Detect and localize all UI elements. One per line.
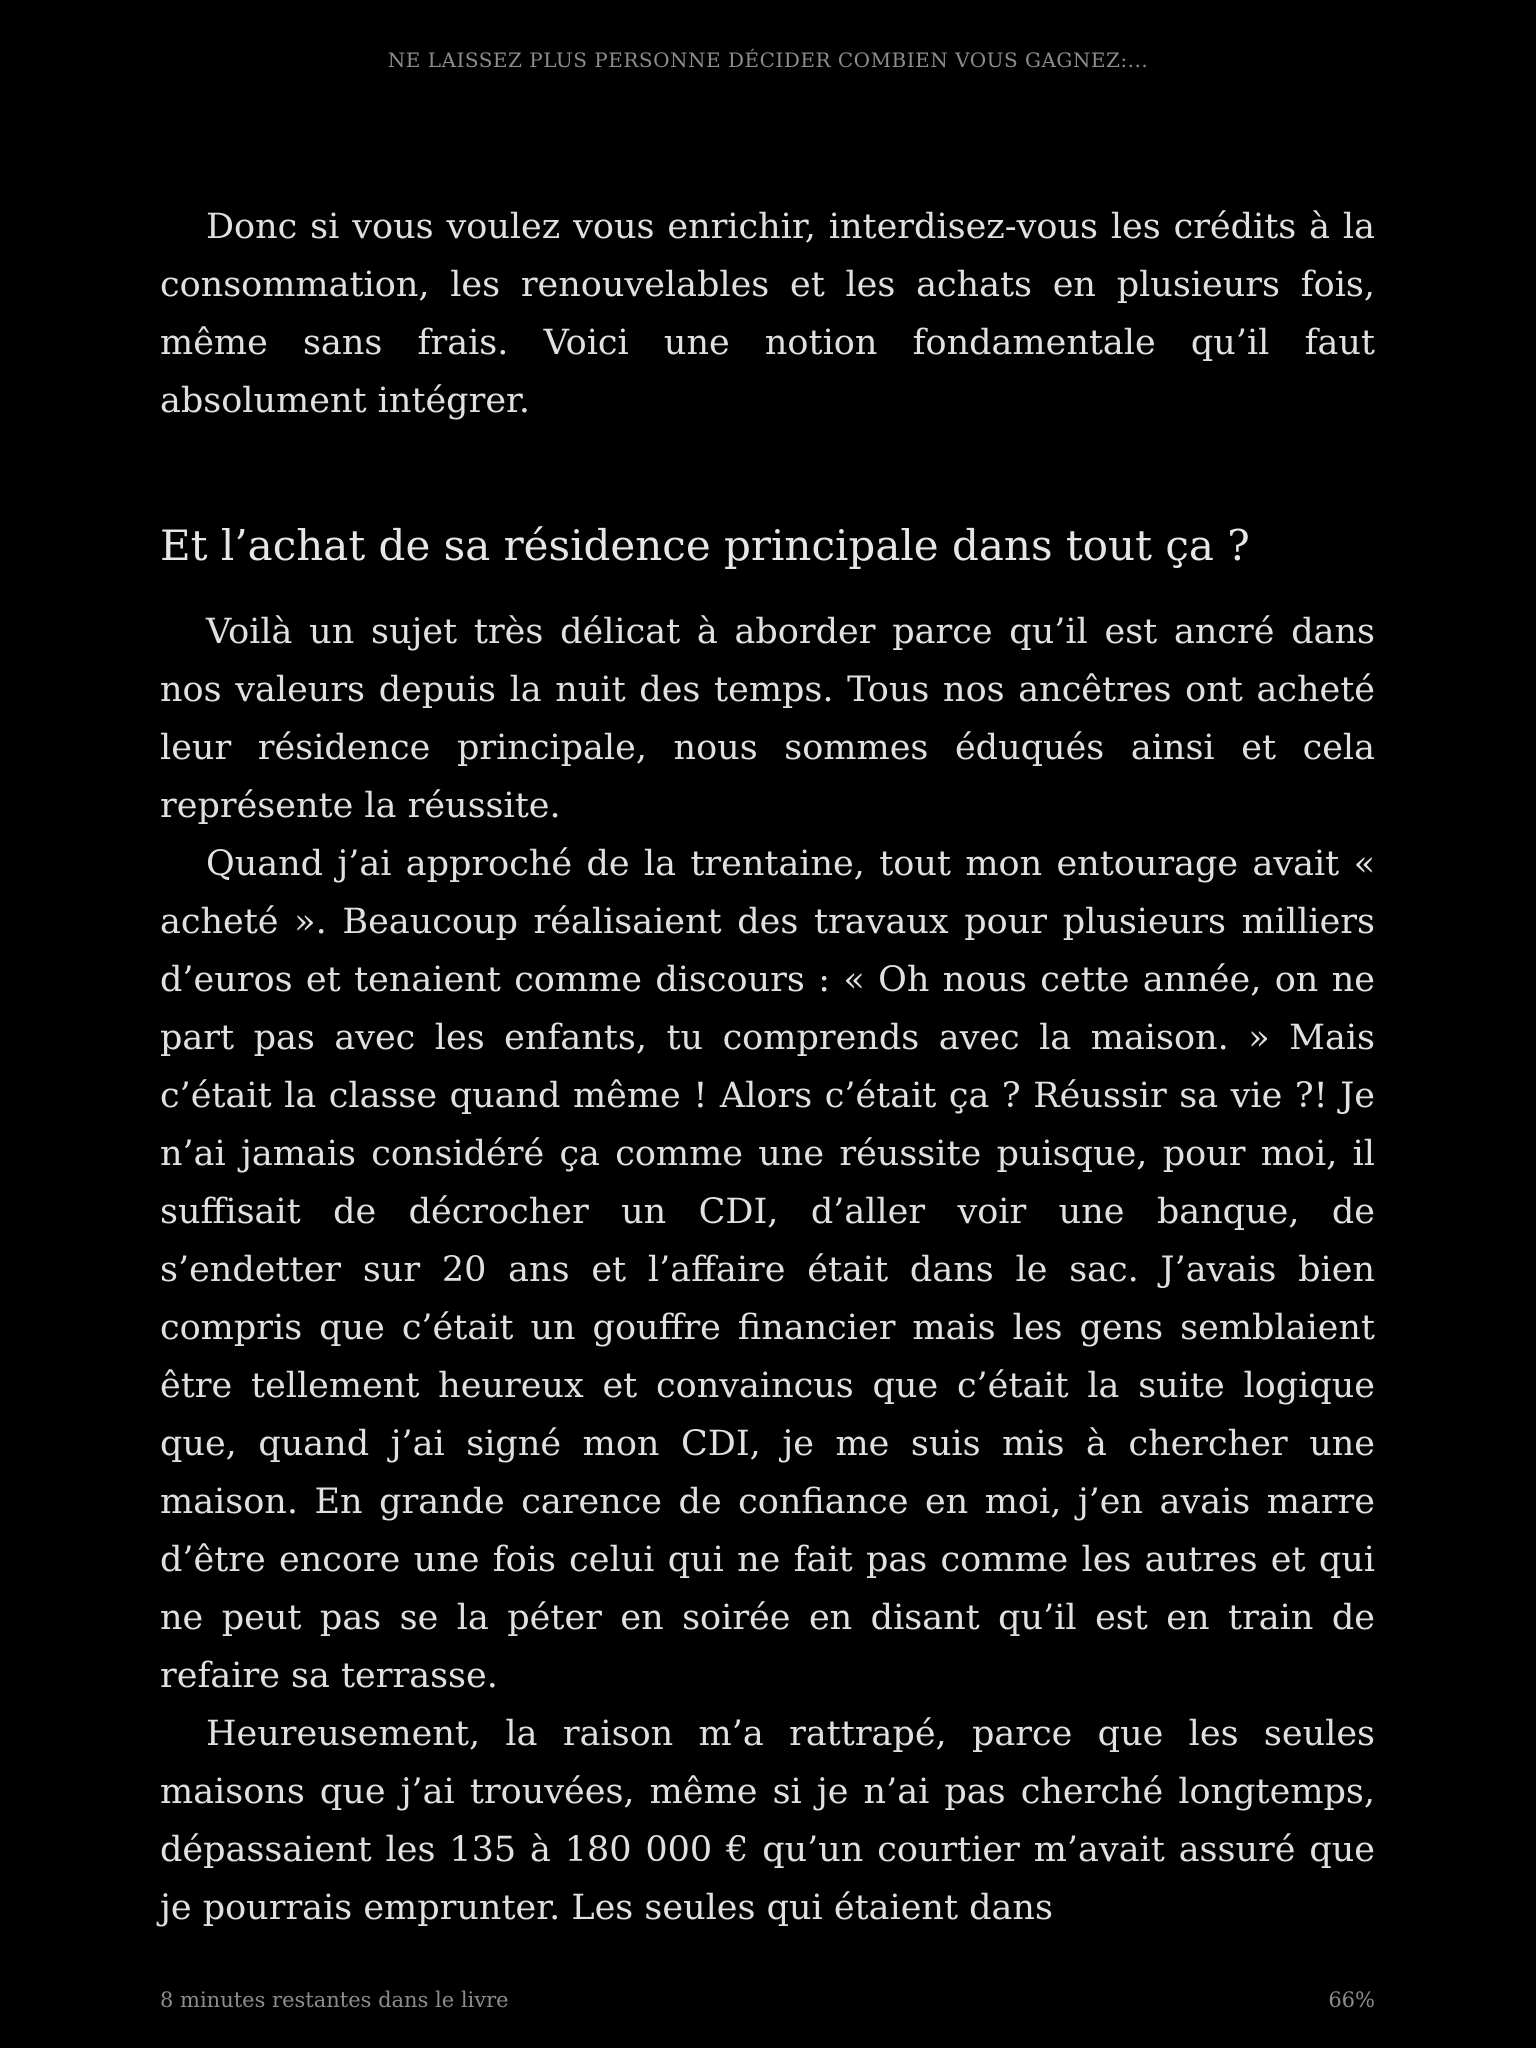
reading-page-content: [160, 198, 1375, 1937]
section-heading: Et l’achat de sa résidence principale dans tout ça ?: [160, 521, 1250, 570]
time-remaining-label[interactable]: 8 minutes restantes dans le livre: [160, 1988, 509, 2012]
paragraph: Donc si vous voulez vous enrichir, interdisez-vous les crédits à la consommation, les renouvelables et les achats en plusieurs fois, même sans frais. Voici une notion fondamentale qu’il faut absolument intégrer.: [160, 207, 1375, 421]
paragraph: Heureusement, la raison m’a rattrapé, parce que les seules maisons que j’ai trouvées, même si je n’ai pas cherché longtemps, dépassaient les 135 à 180 000 € qu’un courtier m’avait assuré que je pourrais emprunter. Les seules qui étaient dans: [160, 1714, 1375, 1928]
book-title-header: NE LAISSEZ PLUS PERSONNE DÉCIDER COMBIEN VOUS GAGNEZ:...: [387, 48, 1149, 72]
paragraph: Quand j’ai approché de la trentaine, tout mon entourage avait « acheté ». Beaucoup réalisaient des travaux pour plusieurs milliers d’euros et tenaient comme discours : « Oh nous cette année, on ne part pas avec les enfants, tu comprends avec la maison. » Mais c’était la classe quand même ! Alors c’était ça ? Réussir sa vie ?! Je n’ai jamais considéré ça comme une réussite puisque, pour moi, il suffisait de décrocher un CDI, d’aller voir une banque, de s’endetter sur 20 ans et l’affaire était dans le sac. J’avais bien compris que c’était un gouffre financier mais les gens semblaient être tellement heureux et convaincus que c’était la suite logique que, quand j’ai signé mon CDI, je me suis mis à chercher une maison. En grande carence de confiance en moi, j’en avais marre d’être encore une fois celui qui ne fait pas comme les autres et qui ne peut pas se la péter en soirée en disant qu’il est en train de refaire sa terrasse.: [160, 844, 1375, 1696]
reading-progress-percent[interactable]: 66%: [1328, 1988, 1375, 2012]
paragraph: Voilà un sujet très délicat à aborder parce qu’il est ancré dans nos valeurs depuis la nuit des temps. Tous nos ancêtres ont acheté leur résidence principale, nous sommes éduqués ainsi et cela représente la réussite.: [160, 612, 1375, 826]
